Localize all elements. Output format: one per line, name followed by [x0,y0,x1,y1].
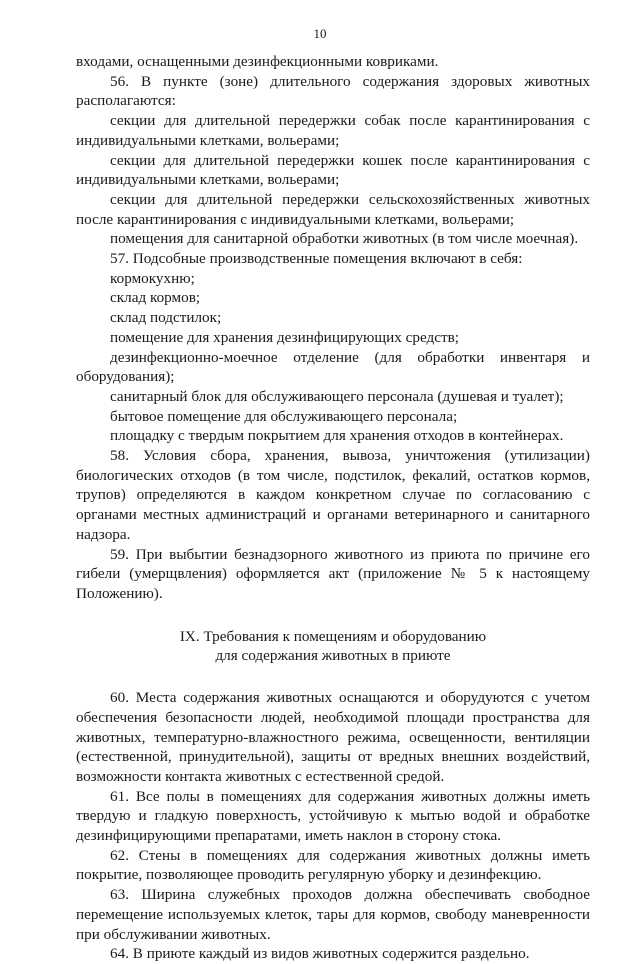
section-heading-line-1: IX. Требования к помещениям и оборудованию [179,627,487,645]
paragraph: 63. Ширина служебных проходов должна обеспечивать свободное перемещение используемых клеток, тары для кормов, свободу маневренности при обслуживании животных. [76,886,590,943]
section-heading-line-2: для содержания животных в приюте [215,647,451,665]
paragraph: помещение для хранения дезинфицирующих средств; [110,328,459,346]
paragraph: 57. Подсобные производственные помещения включают в себя: [110,250,523,268]
paragraph: 59. При выбытии безнадзорного животного из приюта по причине его гибели (умерщвления) оформляется акт (приложение № 5 к настоящему Положению). [76,545,590,602]
document-body [76,52,590,964]
paragraph: 62. Стены в помещениях для содержания животных должны иметь покрытие, позволяющее проводить регулярную уборку и дезинфекцию. [76,846,590,884]
paragraph: 60. Места содержания животных оснащаются и оборудуются с учетом обеспечения безопасности людей, необходимой площади пространства для животных, температурно-влажностного режима, освещенности, вентиляции (естественной, принудительной), защиты от вредных внешних воздействий, возможности контакта животных с естественной средой. [76,689,590,785]
paragraph: 64. В приюте каждый из видов животных содержится раздельно. [110,945,530,963]
paragraph: кормокухню; [110,269,195,287]
paragraph: площадку с твердым покрытием для хранения отходов в контейнерах. [110,427,564,445]
paragraph: бытовое помещение для обслуживающего персонала; [110,407,458,425]
paragraph: 56. В пункте (зоне) длительного содержания здоровых животных располагаются: [76,72,590,110]
section-heading [76,627,590,666]
paragraph: секции для длительной передержки сельскохозяйственных животных после карантинирования с индивидуальными клетками, вольерами; [76,190,590,228]
paragraph: секции для длительной передержки кошек после карантинирования с индивидуальными клетками, вольерами; [76,151,590,189]
paragraph: дезинфекционно-моечное отделение (для обработки инвентаря и оборудования); [76,348,590,386]
section-bottom [76,688,590,964]
paragraph: 61. Все полы в помещениях для содержания животных должны иметь твердую и гладкую поверхность, устойчивую к мытью водой и обработке дезинфицирующими препаратами, иметь наклон в сторону стока. [76,787,590,845]
paragraph: помещения для санитарной обработки животных (в том числе моечная). [110,230,579,248]
paragraph: склад кормов; [110,289,201,307]
page-number: 10 [313,26,327,41]
section-top [76,52,590,604]
paragraph: секции для длительной передержки собак после карантинирования с индивидуальными клетками, вольерами; [76,112,590,149]
paragraph: склад подстилок; [110,309,222,327]
paragraph: санитарный блок для обслуживающего персонала (душевая и туалет); [110,387,564,405]
paragraph: входами, оснащенными дезинфекционными ковриками. [76,53,439,70]
paragraph: 58. Условия сбора, хранения, вывоза, уничтожения (утилизации) биологических отходов (в том числе, подстилок, фекалий, остатков кормов, трупов) определяются в каждом конкретном случае по согласованию с органами местных администраций и органами ветеринарного и санитарного надзора. [76,447,590,543]
